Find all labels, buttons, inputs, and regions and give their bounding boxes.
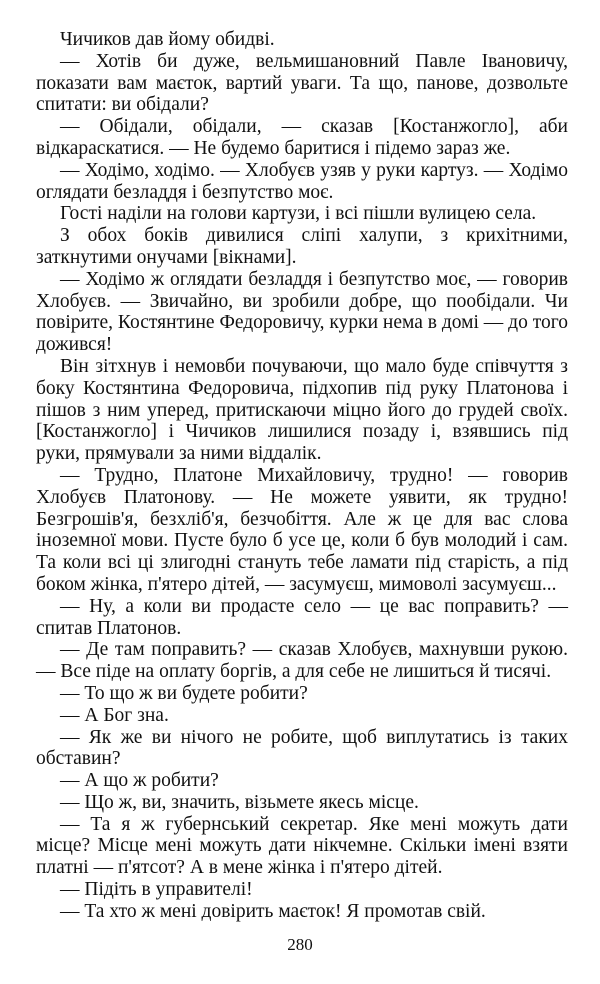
- paragraph: — Ну, а коли ви продасте село — це вас поправить? — спитав Платонов.: [36, 595, 568, 639]
- paragraph: — А що ж робити?: [60, 770, 219, 792]
- paragraph: — Та я ж губернський секретар. Яке мені можуть дати місце? Місце мені можуть дати нікчемне. Скільки імені взяти платні — п'ятсот? А в мене жінка і п'ятеро дітей.: [36, 813, 568, 879]
- paragraph: — Ходімо ж оглядати безладдя і безпутство моє, — говорив Хлобуєв. — Звичайно, ви зробили добре, що пообідали. Чи повірите, Костянтине Федоровичу, курки нема в домі — до того дожився!: [36, 268, 568, 356]
- paragraph: — Що ж, ви, значить, візьмете якесь місце.: [60, 791, 419, 813]
- page-number: 280: [287, 935, 313, 954]
- paragraph: — А Бог зна.: [60, 704, 169, 726]
- paragraph: — Трудно, Платоне Михайловичу, трудно! — говорив Хлобуєв Платонову. — Не можете уявити, як трудно! Безгрошів'я, безхліб'я, безчобіття. Але ж це для вас слова іноземної мови. Пусте було б усе це, коли б був молодий і сам. Та коли всі ці злигодні стануть тебе ламати під старість, а під боком жінка, п'ятеро дітей, — засумуєш, мимоволі засумуєш...: [36, 464, 568, 595]
- paragraph: — Де там поправить? — сказав Хлобуєв, махнувши рукою. — Все піде на оплату боргів, а для себе не лишиться й тисячі.: [36, 639, 568, 683]
- paragraph: Гості наділи на голови картузи, і всі пішли вулицею села.: [60, 203, 537, 225]
- paragraph: — Обідали, обідали, — сказав [Костанжогло], аби відкараскатися. — Не будемо баритися і підемо зараз же.: [36, 116, 568, 159]
- paragraph: — То що ж ви будете робити?: [60, 682, 308, 704]
- paragraph: Він зітхнув і немовби почуваючи, що мало буде співчуття з боку Костянтина Федоровича, підхопив під руку Платонова і пішов з ним уперед, притискаючи міцно його до грудей своїх. [Костанжогло] і Чичиков лишилися позаду і, взявшись під руки, прямували за ними віддалік.: [36, 355, 568, 465]
- page-text: [36, 29, 568, 923]
- paragraph: — Як же ви нічого не робите, щоб виплутатись із таких обставин?: [36, 726, 568, 770]
- paragraph: — Підіть в управителі!: [60, 879, 253, 901]
- paragraph: З обох боків дивилися сліпі халупи, з крихітними, заткнутими онучами [вікнами].: [36, 225, 568, 268]
- paragraph: Чичиков дав йому обидві.: [60, 29, 275, 50]
- paragraph: — Ходімо, ходімо. — Хлобуєв узяв у руки картуз. — Ходімо оглядати безладдя і безпутство моє.: [36, 159, 568, 203]
- paragraph: — Та хто ж мені довірить маєток! Я промотав свій.: [60, 900, 486, 922]
- paragraph: — Хотів би дуже, вельмишановний Павле Івановичу, показати вам маєток, вартий уваги. Та що, панове, дозвольте спитати: ви обідали?: [36, 50, 568, 116]
